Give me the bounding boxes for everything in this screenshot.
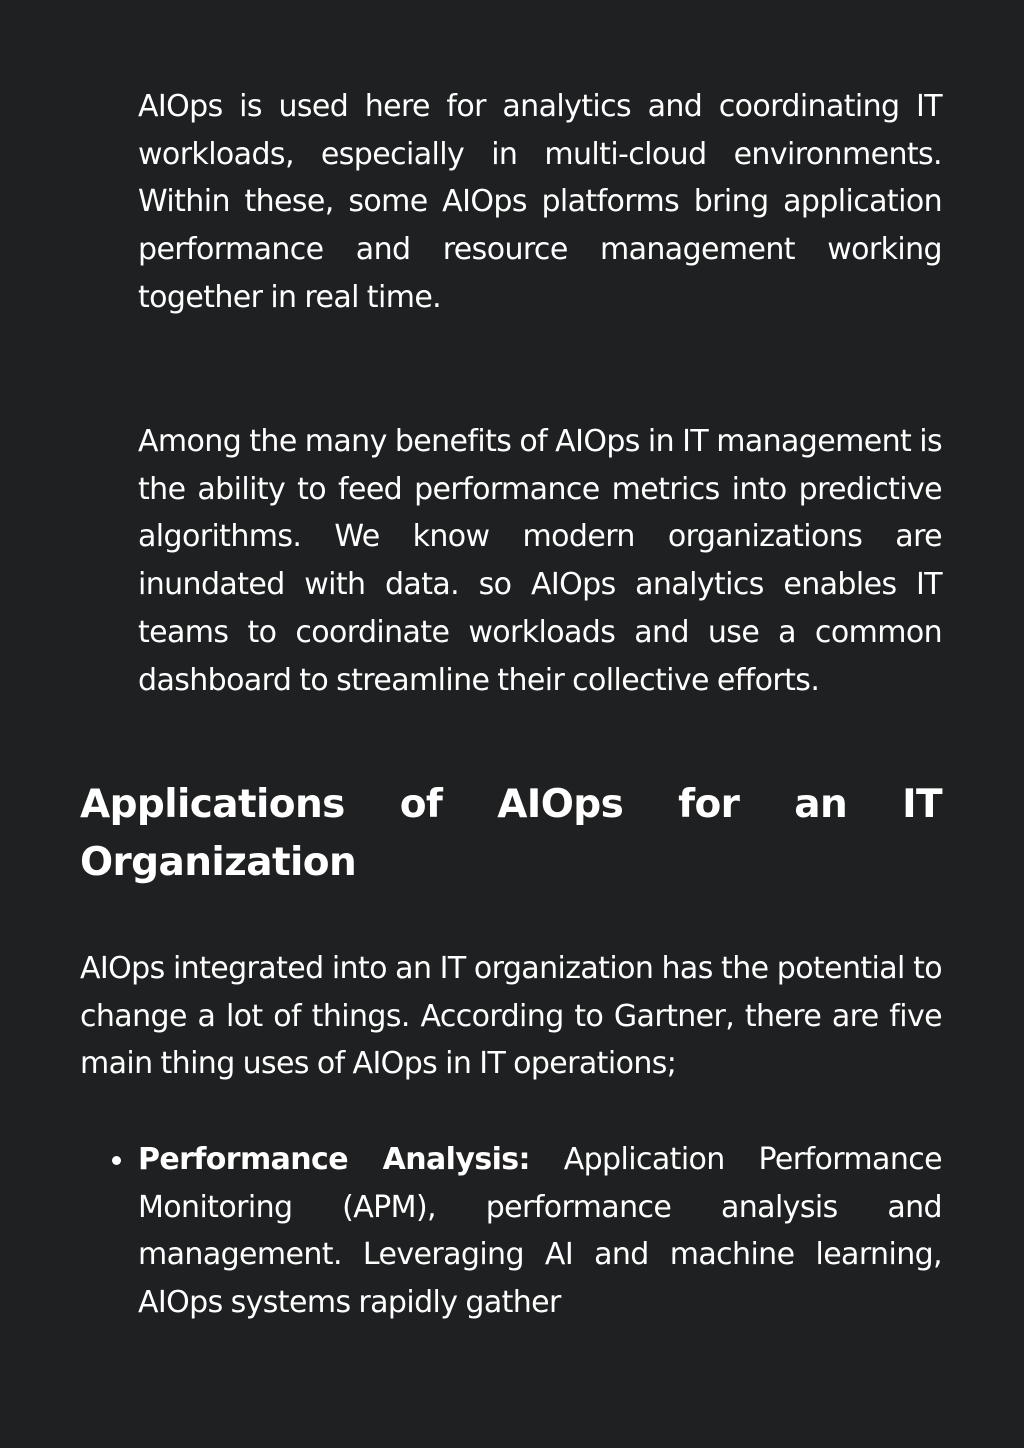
bullet-text: Application Performance Monitoring (APM), performance analysis and management. Leveraging AI and machine learning, AIOps systems rapidly gather — [138, 1142, 943, 1321]
paragraph-aiops-integration: AIOps integrated into an IT organization has the potential to change a lot of things. According to Gartner, there are five main thing uses of AIOps in IT operations; — [80, 951, 942, 1082]
paragraph-aiops-benefits: Among the many benefits of AIOps in IT management is the ability to feed performance metrics into predictive algorithms. We know modern organizations are inundated with data. so AIOps analytics enables IT teams to coordinate workloads and use a common dashboard to streamline their collective efforts. — [138, 424, 942, 698]
section-heading: Applications of AIOps for an IT Organization — [80, 782, 942, 885]
bullet-term: Performance Analysis: — [138, 1142, 530, 1177]
uses-list — [138, 1136, 942, 1327]
list-item — [138, 1136, 942, 1327]
paragraph-aiops-analytics: AIOps is used here for analytics and coordinating IT workloads, especially in multi-cloud environments. Within these, some AIOps platforms bring application performance and resource management working together in real time. — [138, 89, 942, 315]
bullet-icon — [112, 1156, 121, 1165]
